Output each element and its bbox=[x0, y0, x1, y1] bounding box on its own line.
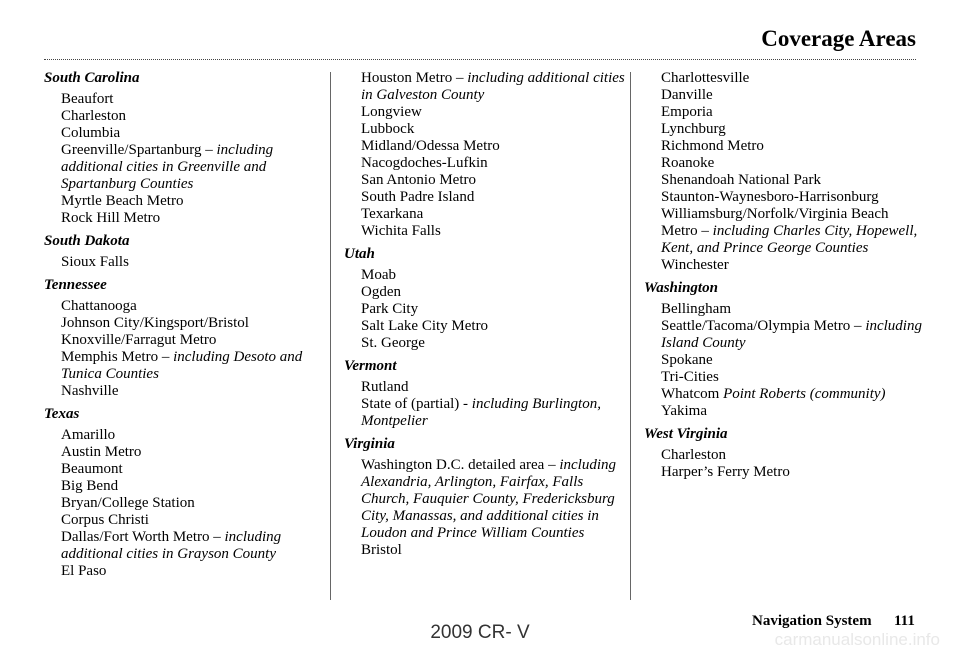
city-name: Midland/Odessa Metro bbox=[361, 138, 500, 154]
city-note: including additional cities in Greenville and Spartanburg Counties bbox=[61, 142, 274, 192]
city-note: including additional cities in Grayson County bbox=[61, 529, 282, 562]
city-entry bbox=[344, 542, 626, 559]
state-heading: South Dakota bbox=[44, 233, 130, 249]
city-list bbox=[344, 267, 626, 352]
city-entry bbox=[44, 193, 326, 210]
city-name: Winchester bbox=[661, 257, 729, 273]
city-name: Roanoke bbox=[661, 155, 715, 171]
city-entry bbox=[44, 529, 326, 563]
city-list bbox=[644, 301, 926, 420]
city-name: Texarkana bbox=[361, 206, 424, 222]
city-entry bbox=[644, 447, 926, 464]
city-name: Danville bbox=[661, 87, 713, 103]
city-name: Lynchburg bbox=[661, 121, 726, 137]
city-entry bbox=[644, 121, 926, 138]
city-list bbox=[344, 70, 626, 240]
city-name: South Padre Island bbox=[361, 189, 475, 205]
city-entry bbox=[44, 495, 326, 512]
city-entry bbox=[344, 155, 626, 172]
city-entry bbox=[344, 138, 626, 155]
city-entry bbox=[344, 379, 626, 396]
city-entry bbox=[44, 461, 326, 478]
city-entry bbox=[344, 457, 626, 542]
city-name: Bristol bbox=[361, 542, 402, 558]
city-list bbox=[644, 447, 926, 481]
city-entry bbox=[344, 104, 626, 121]
city-entry bbox=[344, 267, 626, 284]
city-entry bbox=[644, 464, 926, 481]
city-name: Charleston bbox=[61, 108, 126, 124]
state-heading: Tennessee bbox=[44, 277, 107, 293]
city-entry bbox=[344, 189, 626, 206]
city-list bbox=[344, 457, 626, 559]
city-entry bbox=[44, 427, 326, 444]
watermark-model: 2009 CR- V bbox=[430, 622, 530, 643]
city-entry bbox=[44, 254, 326, 271]
city-name: Myrtle Beach Metro bbox=[61, 193, 184, 209]
city-entry bbox=[44, 125, 326, 142]
city-entry bbox=[644, 386, 926, 403]
city-list bbox=[644, 70, 926, 274]
city-name: Corpus Christi bbox=[61, 512, 149, 528]
footer-section-label: Navigation System bbox=[752, 613, 872, 629]
city-entry bbox=[644, 257, 926, 274]
page-number: 111 bbox=[894, 613, 915, 629]
city-entry bbox=[644, 318, 926, 352]
city-name: Bryan/College Station bbox=[61, 495, 195, 511]
city-entry bbox=[44, 383, 326, 400]
city-entry bbox=[644, 87, 926, 104]
city-entry bbox=[44, 332, 326, 349]
watermark-site: carmanualsonline.info bbox=[774, 630, 940, 649]
city-name: Amarillo bbox=[61, 427, 116, 443]
city-name: Dallas/Fort Worth Metro – bbox=[61, 529, 221, 545]
coverage-column-3 bbox=[644, 70, 926, 487]
city-name: Charleston bbox=[661, 447, 726, 463]
city-name: Richmond Metro bbox=[661, 138, 764, 154]
city-entry bbox=[44, 478, 326, 495]
state-heading: South Carolina bbox=[44, 70, 140, 86]
city-name: Staunton-Waynesboro-Harrisonburg bbox=[661, 189, 879, 205]
city-list bbox=[44, 91, 326, 227]
city-list bbox=[344, 379, 626, 430]
city-note: including Desoto and Tunica Counties bbox=[61, 349, 303, 382]
city-note: Point Roberts (community) bbox=[723, 386, 886, 402]
city-name: Park City bbox=[361, 301, 419, 317]
city-name: Rock Hill Metro bbox=[61, 210, 161, 226]
state-heading: Texas bbox=[44, 406, 80, 422]
city-name: Knoxville/Farragut Metro bbox=[61, 332, 217, 348]
city-name: El Paso bbox=[61, 563, 107, 579]
coverage-column-1 bbox=[44, 70, 326, 586]
city-entry bbox=[44, 298, 326, 315]
city-entry bbox=[44, 108, 326, 125]
city-name: Ogden bbox=[361, 284, 401, 300]
city-entry bbox=[644, 104, 926, 121]
city-name: Bellingham bbox=[661, 301, 731, 317]
state-heading: Virginia bbox=[344, 436, 395, 452]
city-name: Nashville bbox=[61, 383, 119, 399]
city-entry bbox=[644, 189, 926, 206]
city-name: Seattle/Tacoma/Olympia Metro – bbox=[661, 318, 862, 334]
city-entry bbox=[344, 301, 626, 318]
city-name: Sioux Falls bbox=[61, 254, 129, 270]
city-name: Big Bend bbox=[61, 478, 119, 494]
city-name: Columbia bbox=[61, 125, 121, 141]
city-entry bbox=[344, 206, 626, 223]
city-note: including Alexandria, Arlington, Fairfax, Falls Church, Fauquier County, Fredericksburg City, Manassas, and additional cities in Loudon and Prince William Counties bbox=[361, 457, 616, 541]
city-name: Washington D.C. detailed area – bbox=[361, 457, 556, 473]
city-entry bbox=[644, 352, 926, 369]
city-entry bbox=[344, 121, 626, 138]
city-name: Emporia bbox=[661, 104, 713, 120]
city-list bbox=[44, 298, 326, 400]
city-list bbox=[44, 427, 326, 580]
state-heading: West Virginia bbox=[644, 426, 728, 442]
column-divider bbox=[330, 72, 331, 600]
city-name: Whatcom bbox=[661, 386, 720, 402]
city-entry bbox=[44, 444, 326, 461]
city-list bbox=[44, 254, 326, 271]
city-entry bbox=[44, 563, 326, 580]
city-name: Moab bbox=[361, 267, 396, 283]
city-entry bbox=[644, 301, 926, 318]
city-note: including additional cities in Galveston County bbox=[361, 70, 625, 103]
city-name: Wichita Falls bbox=[361, 223, 441, 239]
city-name: Lubbock bbox=[361, 121, 415, 137]
state-heading: Utah bbox=[344, 246, 375, 262]
column-divider bbox=[630, 72, 631, 600]
city-entry bbox=[644, 403, 926, 420]
city-entry bbox=[44, 315, 326, 332]
city-name: Houston Metro – bbox=[361, 70, 464, 86]
city-entry bbox=[344, 172, 626, 189]
city-name: Harper’s Ferry Metro bbox=[661, 464, 790, 480]
city-name: Chattanooga bbox=[61, 298, 137, 314]
city-note: including Island County bbox=[661, 318, 922, 351]
city-entry bbox=[44, 210, 326, 227]
city-entry bbox=[344, 335, 626, 352]
city-name: Charlottesville bbox=[661, 70, 750, 86]
state-heading: Vermont bbox=[344, 358, 397, 374]
city-entry bbox=[644, 206, 926, 257]
header-rule bbox=[44, 59, 916, 60]
city-entry bbox=[44, 349, 326, 383]
city-note: including Burlington, Montpelier bbox=[361, 396, 601, 429]
coverage-column-2 bbox=[344, 70, 626, 565]
city-name: Salt Lake City Metro bbox=[361, 318, 489, 334]
city-name: Longview bbox=[361, 104, 422, 120]
city-name: Memphis Metro – bbox=[61, 349, 170, 365]
city-name: Greenville/Spartanburg – bbox=[61, 142, 213, 158]
city-name: Tri-Cities bbox=[661, 369, 719, 385]
city-name: Yakima bbox=[661, 403, 707, 419]
city-entry bbox=[644, 155, 926, 172]
city-entry bbox=[344, 284, 626, 301]
city-entry bbox=[44, 91, 326, 108]
city-entry bbox=[44, 512, 326, 529]
page-title: Coverage Areas bbox=[761, 26, 916, 51]
city-note: including Charles City, Hopewell, Kent, and Prince George Counties bbox=[661, 223, 918, 256]
city-entry bbox=[344, 70, 626, 104]
city-name: St. George bbox=[361, 335, 425, 351]
city-entry bbox=[44, 142, 326, 193]
state-heading: Washington bbox=[644, 280, 718, 296]
city-name: Johnson City/Kingsport/Bristol bbox=[61, 315, 249, 331]
city-name: Beaufort bbox=[61, 91, 114, 107]
city-entry bbox=[344, 396, 626, 430]
city-entry bbox=[344, 223, 626, 240]
city-name: San Antonio Metro bbox=[361, 172, 476, 188]
city-name: Williamsburg/Norfolk/Virginia Beach Metro – bbox=[661, 206, 889, 239]
city-name: State of (partial) - bbox=[361, 396, 469, 412]
city-name: Nacogdoches-Lufkin bbox=[361, 155, 488, 171]
city-entry bbox=[644, 369, 926, 386]
city-name: Spokane bbox=[661, 352, 713, 368]
city-name: Beaumont bbox=[61, 461, 123, 477]
city-entry bbox=[344, 318, 626, 335]
city-name: Austin Metro bbox=[61, 444, 142, 460]
city-entry bbox=[644, 138, 926, 155]
city-name: Shenandoah National Park bbox=[661, 172, 821, 188]
city-entry bbox=[644, 172, 926, 189]
city-name: Rutland bbox=[361, 379, 409, 395]
city-entry bbox=[644, 70, 926, 87]
